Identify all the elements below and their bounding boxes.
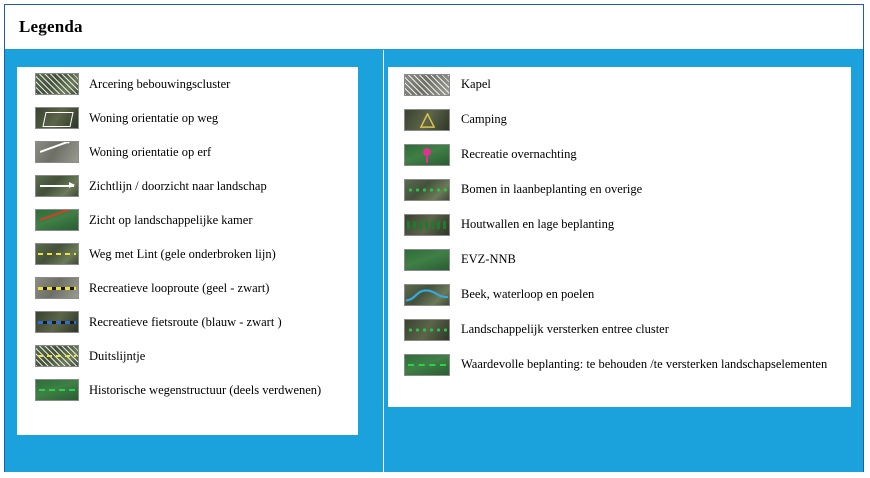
list-item[interactable] [17,169,358,203]
list-item[interactable] [388,242,851,277]
house-orientation-road-swatch [35,107,79,129]
list-item[interactable] [17,67,358,101]
list-item[interactable] [17,203,358,237]
list-item[interactable] [388,102,851,137]
list-item-label: Woning orientatie op weg [89,110,219,125]
list-item[interactable] [388,137,851,172]
cycling-route-swatch [35,311,79,333]
map-pin-icon [423,148,431,156]
list-item-label: Camping [461,112,507,127]
list-item[interactable] [17,101,358,135]
legend-column-left [17,67,358,435]
list-item-label: Recreatieve looproute (geel - zwart) [89,280,270,295]
list-item[interactable] [388,277,851,312]
list-item[interactable] [388,347,851,382]
list-item-label: Weg met Lint (gele onderbroken lijn) [89,246,276,261]
list-item-label: Zichtlijn / doorzicht naar landschap [89,178,267,193]
list-item-label: Bomen in laanbeplanting en overige [461,182,643,197]
list-item[interactable] [388,172,851,207]
legend-column-right [388,67,851,407]
list-item-label: Arcering bebouwingscluster [89,76,231,91]
camping-swatch [404,109,450,131]
list-item[interactable] [17,135,358,169]
view-landscape-room-swatch [35,209,79,231]
list-item-label: EVZ-NNB [461,252,516,267]
list-item-label: Woning orientatie op erf [89,144,212,159]
legend-panel [4,4,864,472]
avenue-trees-swatch [404,179,450,201]
evz-nnb-swatch [404,249,450,271]
list-item-label: Kapel [461,77,491,92]
list-item-label: Recreatieve fietsroute (blauw - zwart ) [89,314,282,329]
water-line-icon [405,285,449,305]
list-item[interactable] [388,312,851,347]
hatched-cluster-swatch [35,73,79,95]
list-item[interactable] [17,271,358,305]
sightline-arrow-swatch [35,175,79,197]
entrance-cluster-swatch [404,319,450,341]
list-item-label: Recreatie overnachting [461,147,577,162]
page-title: Legenda [19,17,83,36]
historic-road-structure-swatch [35,379,79,401]
list-item[interactable] [17,373,358,407]
list-item-label: Zicht op landschappelijke kamer [89,212,253,227]
chapel-swatch [404,74,450,96]
list-item[interactable] [17,339,358,373]
legend-body [5,50,863,472]
walking-route-swatch [35,277,79,299]
list-item[interactable] [17,237,358,271]
list-item[interactable] [388,67,851,102]
list-item-label: Historische wegenstructuur (deels verdwenen) [89,382,322,397]
list-item[interactable] [388,207,851,242]
yellow-dashed-road-swatch [35,243,79,265]
house-orientation-yard-swatch [35,141,79,163]
list-item[interactable] [17,305,358,339]
list-item-label: Beek, waterloop en poelen [461,287,595,302]
legend-header [5,5,863,50]
list-item-label: Waardevolle beplanting: te behouden /te versterken landschapselementen [461,357,828,372]
list-item-label: Duitslijntje [89,348,146,363]
stream-water-swatch [404,284,450,306]
column-divider [383,50,384,472]
list-item-label: Houtwallen en lage beplanting [461,217,615,232]
duitslijntje-swatch [35,345,79,367]
tent-icon [420,113,435,128]
hedgerows-swatch [404,214,450,236]
valuable-planting-swatch [404,354,450,376]
recreation-lodging-swatch [404,144,450,166]
list-item-label: Landschappelijk versterken entree cluster [461,322,669,337]
